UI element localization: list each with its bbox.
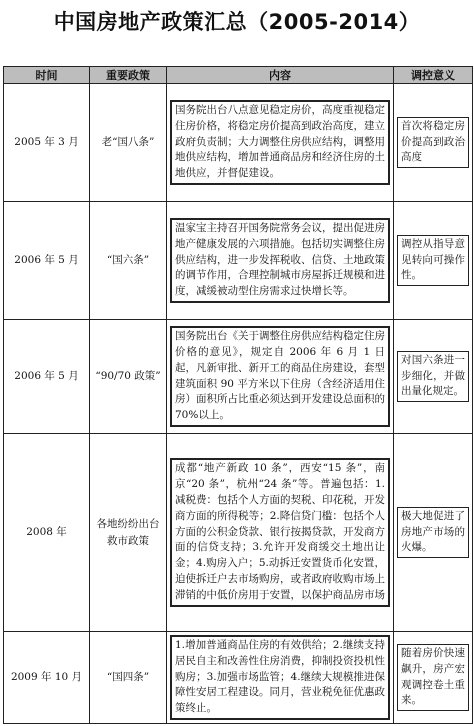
table-row: [4, 434, 473, 632]
content-cell: 1.增加普通商品住房的有效供给；2.继续支持居民自主和改善性住房消费，抑制投资投机性购房；3.加强市场监管；4.继续大规模推进保障性安居工程建设。同月，营业税免征优惠政策终止。: [170, 635, 390, 720]
policy-table: [3, 66, 473, 724]
table-row: [4, 320, 473, 434]
content-cell: 成都“地产新政 10 条”，西安“15 条”，南京“20 条”，杭州“24 条”等。普遍包括：1.减税费：包括个人方面的契税、印花税，开发商方面的所得税等；2.降信贷门槛：包括个人方面的公积金贷款、银行按揭贷款，开发商方面的信贷支持；3.允许开发商缓交土地出让金；4.购房入户；5.动拆迁安置货币化安置，迫使拆迁户去市场购房，或者政府收购市场上滞销的中低价房用于安置，以保护商品房市场: [170, 458, 390, 606]
table-header-row: [4, 67, 473, 84]
content-cell: 国务院出台八点意见稳定房价，高度重视稳定住房价格，将稳定房价提高到政治高度，建立政府负责制；大力调整住房供应结构，调整用地供应结构，增加普通商品房和经济住房的土地供应，并督促建设。: [170, 100, 390, 185]
policy-cell: 老“国八条”: [90, 84, 167, 202]
page-title: 中国房地产政策汇总（2005-2014）: [53, 10, 421, 34]
table-row: [4, 202, 473, 320]
meaning-cell: 随着房价快速飙升，房产宏观调控卷土重来。: [397, 644, 469, 711]
header-content: 内容: [167, 67, 394, 84]
time-cell: 2005 年 3 月: [4, 84, 90, 202]
header-policy: 重要政策: [90, 67, 167, 84]
header-time: 时间: [4, 67, 90, 84]
policy-cell: “90/70 政策”: [90, 320, 167, 434]
policy-cell: 各地纷纷出台救市政策: [90, 434, 167, 632]
time-cell: 2006 年 5 月: [4, 202, 90, 320]
meaning-cell: 极大地促进了房地产市场的火爆。: [397, 507, 469, 558]
meaning-cell: 首次将稳定房价提高到政治高度: [397, 117, 469, 168]
time-cell: 2009 年 10 月: [4, 632, 90, 724]
table-row: [4, 84, 473, 202]
header-meaning: 调控意义: [394, 67, 473, 84]
table-row: [4, 632, 473, 724]
policy-cell: “国六条”: [90, 202, 167, 320]
meaning-cell: 对国六条进一步细化，并做出量化规定。: [397, 351, 469, 402]
meaning-cell: 调控从指导意见转向可操作性。: [397, 235, 469, 286]
content-cell: 温家宝主持召开国务院常务会议，提出促进房地产健康发展的六项措施。包括切实调整住房供应结构，进一步发挥税收、信贷、土地政策的调节作用，合理控制城市房屋拆迁规模和进度，减缓被动型住房需求过快增长等。: [170, 218, 390, 303]
content-cell: 国务院出台《关于调整住房供应结构稳定住房价格的意见》，规定自 2006 年 6 月 1 日起，凡新审批、新开工的商品住房建设，套型建筑面积 90 平方米以下住房（含经济适用住房）面积所占比重必须达到开发建设总面积的 70%以上。: [170, 326, 390, 427]
time-cell: 2008 年: [4, 434, 90, 632]
policy-cell: “国四条”: [90, 632, 167, 724]
time-cell: 2006 年 5 月: [4, 320, 90, 434]
